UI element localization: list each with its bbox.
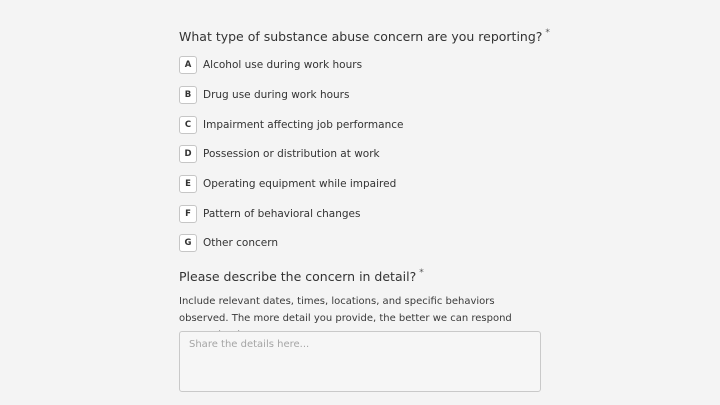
option-key-badge: D: [179, 145, 197, 163]
option-label: Pattern of behavioral changes: [203, 208, 361, 220]
question-details: [179, 269, 424, 284]
option-label: Drug use during work hours: [203, 89, 350, 101]
option-key-badge: F: [179, 205, 197, 223]
required-asterisk: *: [545, 28, 550, 38]
option-f[interactable]: [179, 204, 360, 224]
question-substance-type: [179, 29, 550, 44]
option-label: Possession or distribution at work: [203, 148, 380, 160]
option-g[interactable]: [179, 233, 278, 253]
details-hint-text: Include relevant dates, times, locations, and specific behaviors observed. The more detail you provide, the better we can respond: [179, 296, 512, 324]
option-label: Operating equipment while impaired: [203, 178, 397, 190]
option-label: Other concern: [203, 237, 279, 249]
option-label: Impairment affecting job performance: [203, 119, 404, 131]
option-c[interactable]: [179, 115, 403, 135]
option-d[interactable]: [179, 144, 380, 164]
question-text: Please describe the concern in detail?: [179, 269, 417, 284]
option-a[interactable]: [179, 55, 362, 75]
option-e[interactable]: [179, 174, 396, 194]
option-key-badge: A: [179, 56, 197, 74]
option-key-badge: B: [179, 86, 197, 104]
option-key-badge: E: [179, 175, 197, 193]
question-text: What type of substance abuse concern are you reporting?: [179, 29, 543, 44]
details-textarea[interactable]: [179, 331, 541, 392]
option-key-badge: G: [179, 234, 197, 252]
option-key-badge: C: [179, 116, 197, 134]
required-asterisk: *: [419, 268, 424, 278]
option-b[interactable]: [179, 85, 349, 105]
option-label: Alcohol use during work hours: [203, 59, 363, 71]
